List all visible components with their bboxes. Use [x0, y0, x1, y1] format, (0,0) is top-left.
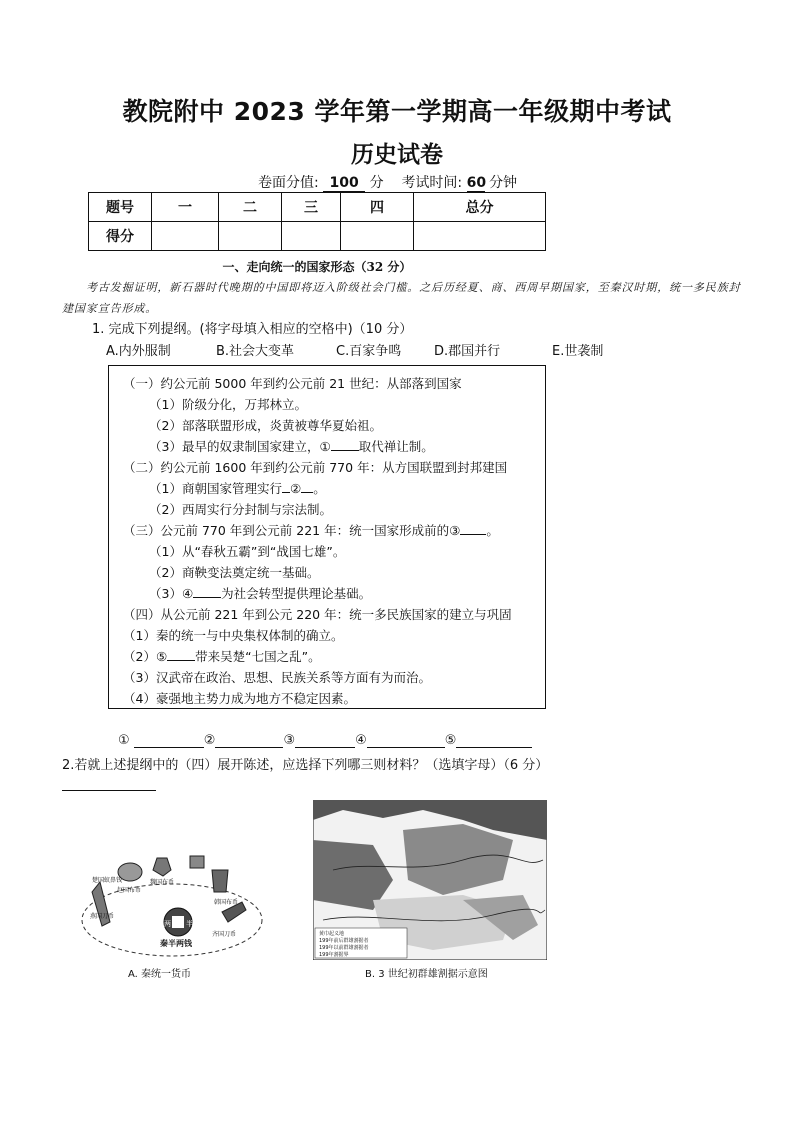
- question-1-prompt: 1. 完成下列提纲。(将字母填入相应的空格中)（10 分）: [92, 322, 413, 337]
- outline-line: （2）西周实行分封制与宗法制。: [149, 502, 332, 517]
- exam-meta: [258, 172, 517, 192]
- coin-label: 燕国刀币: [90, 913, 115, 920]
- map-legend-item: 199年前后群雄割据者: [319, 938, 369, 944]
- answer-4-line[interactable]: [367, 733, 445, 748]
- score-cell[interactable]: [414, 222, 546, 251]
- score-table: [88, 192, 546, 251]
- coin-label: 齐国刀币: [212, 931, 237, 938]
- answer-2-line[interactable]: [215, 733, 283, 748]
- outline-line: （三）公元前 770 年到公元前 221 年：统一国家形成前的③ 。: [123, 523, 499, 538]
- coin-label: 魏国布币: [150, 879, 175, 886]
- outline-line: （3）汉武帝在政治、思想、民族关系等方面有为而治。: [123, 670, 431, 685]
- exam-subtitle: 历史试卷: [351, 142, 443, 168]
- answer-5-marker: ⑤: [444, 733, 457, 748]
- section-intro: 考古发掘证明，新石器时代晚期的中国即将迈入阶级社会门槛。之后历经夏、商、西周早期国家，至秦汉时期，统一多民族封建国家宣告形成。: [62, 281, 741, 315]
- coin-char: 两: [164, 920, 171, 928]
- outline-line: （3）最早的奴隶制国家建立，① 取代禅让制。: [149, 439, 434, 454]
- coin-label: 赵国布币: [117, 887, 142, 894]
- blank-5[interactable]: [167, 660, 195, 661]
- answer-2-marker: ②: [203, 733, 216, 748]
- outline-line: （4）豪强地主势力成为地方不稳定因素。: [123, 691, 356, 706]
- blank-1-marker: ①: [319, 439, 331, 454]
- table-header-cell: 题号: [89, 193, 152, 222]
- answer-blanks: [118, 733, 532, 748]
- table-header-cell: 总分: [414, 193, 546, 222]
- time-label: 考试时间:: [401, 175, 463, 191]
- option-a: A.内外服制: [106, 344, 171, 359]
- coin-char: 半: [186, 920, 193, 928]
- table-row-label: 得分: [89, 222, 152, 251]
- outline-line: （3）④ 为社会转型提供理论基础。: [149, 586, 372, 601]
- section-title: 一、走向统一的国家形态（32 分）: [222, 260, 412, 274]
- option-e: E.世袭制: [552, 344, 604, 359]
- time-unit: 分钟: [489, 175, 518, 191]
- figure-b-caption: B. 3 世纪初群雄割据示意图: [365, 969, 488, 980]
- blank-3-marker: ③: [449, 523, 461, 538]
- blank-4-marker: ④: [181, 586, 194, 601]
- answer-3-line[interactable]: [295, 733, 355, 748]
- score-cell[interactable]: [219, 222, 282, 251]
- answer-5-line[interactable]: [456, 733, 532, 748]
- score-cell[interactable]: [152, 222, 219, 251]
- table-header-cell: 三: [282, 193, 341, 222]
- coin-label: 楚国蚁鼻钱: [92, 877, 123, 884]
- map-figure: [313, 800, 547, 960]
- blank-2[interactable]: [301, 492, 313, 493]
- score-label: 卷面分值:: [258, 175, 319, 191]
- outline-line: （2）商鞅变法奠定统一基础。: [149, 565, 320, 580]
- outline-line: （2）⑤ 带来吴楚“七国之乱”。: [123, 649, 321, 664]
- question-2-prompt: 2.若就上述提纲中的（四）展开陈述，应选择下列哪三则材料？（选填字母）（6 分）: [62, 758, 549, 773]
- option-d: D.郡国并行: [434, 344, 501, 359]
- map-legend-item: 199年割据界: [319, 952, 349, 958]
- table-header-cell: 二: [219, 193, 282, 222]
- figure-a-caption: A. 秦统一货币: [128, 969, 192, 980]
- outline-line: （1）商朝国家管理实行 ② 。: [149, 481, 326, 496]
- outline-line: （1）阶级分化，万邦林立。: [149, 397, 307, 412]
- blank-2-marker: ②: [289, 481, 302, 496]
- table-header-cell: 四: [341, 193, 414, 222]
- score-table-score-row: [89, 222, 546, 251]
- blank-3[interactable]: [460, 534, 486, 535]
- outline-line: （四）从公元前 221 年到公元 220 年：统一多民族国家的建立与巩固: [123, 607, 512, 622]
- option-c: C.百家争鸣: [336, 344, 402, 359]
- coin-label: 韩国布币: [214, 899, 239, 906]
- outline-line: （2）部落联盟形成，炎黄被尊华夏始祖。: [149, 418, 382, 433]
- coins-figure: [62, 840, 282, 960]
- answer-1-line[interactable]: [134, 733, 204, 748]
- score-value: 100: [323, 176, 365, 192]
- score-table-header-row: [89, 193, 546, 222]
- score-cell[interactable]: [341, 222, 414, 251]
- answer-3-marker: ③: [283, 733, 296, 748]
- blank-4[interactable]: [193, 597, 221, 598]
- table-header-cell: 一: [152, 193, 219, 222]
- option-b: B.社会大变革: [216, 344, 295, 359]
- outline-line: （1）秦的统一与中央集权体制的确立。: [123, 628, 344, 643]
- score-unit: 分: [369, 175, 384, 191]
- map-legend-item: 黄巾起义地: [319, 931, 345, 937]
- question-2-answer-line[interactable]: [62, 790, 156, 791]
- outline-box: [108, 365, 546, 709]
- time-value: 60: [466, 175, 487, 191]
- answer-4-marker: ④: [355, 733, 367, 748]
- blank-5-marker: ⑤: [155, 649, 168, 664]
- coin-label: 秦半两钱: [160, 939, 192, 948]
- score-cell[interactable]: [282, 222, 341, 251]
- answer-1-marker: ①: [118, 733, 130, 748]
- outline-line: （二）约公元前 1600 年到约公元前 770 年：从方国联盟到封邦建国: [123, 460, 508, 475]
- map-legend-item: 199年以前群雄割据者: [319, 945, 369, 951]
- blank-1[interactable]: [331, 450, 359, 451]
- outline-line: （1）从“春秋五霸”到“战国七雄”。: [149, 544, 346, 559]
- exam-title: 教院附中 2023 学年第一学期高一年级期中考试: [122, 97, 672, 126]
- outline-line: （一）约公元前 5000 年到约公元前 21 世纪：从部落到国家: [123, 376, 462, 391]
